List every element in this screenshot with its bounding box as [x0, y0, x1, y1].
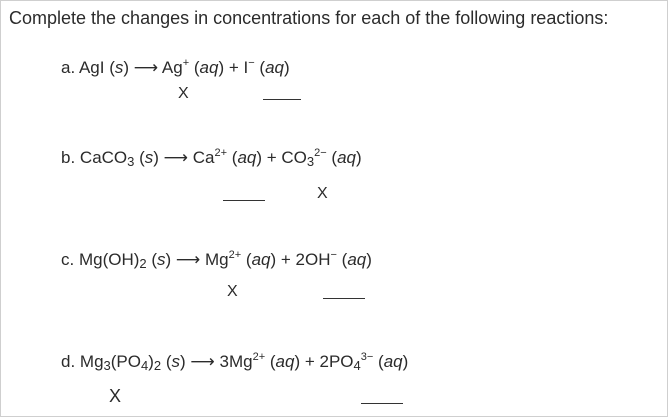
reaction-c-label: c.: [61, 250, 75, 269]
reaction-d-x-mark: X: [109, 386, 122, 406]
reaction-c-x-mark: X: [227, 283, 238, 300]
question-title: Complete the changes in concentrations for each of the following reactions:: [9, 8, 609, 28]
reaction-b: b. CaCO$_3$ (s) ⟶ $Ca^{2+}$ $(aq) + CO_3^{2-}$ (aq): [61, 147, 362, 169]
reaction-a: a. AgI (s) ⟶ Ag+ (aq) + I− (aq): [61, 57, 290, 77]
reaction-a-x-mark: X: [178, 85, 189, 102]
reaction-b-label: b.: [61, 148, 76, 167]
reaction-a-blank[interactable]: [263, 99, 301, 100]
reaction-a-label: a.: [61, 58, 76, 77]
reaction-d-label: d.: [61, 352, 76, 371]
reaction-b-x-mark: X: [317, 185, 328, 202]
reaction-c: c. $Mg(OH)_2$ (s) ⟶ $Mg^{2+}$ (aq) + 2OH− (aq): [61, 249, 372, 271]
reaction-b-blank[interactable]: [223, 200, 265, 201]
reaction-c-blank[interactable]: [323, 298, 365, 299]
reaction-d-blank[interactable]: [361, 403, 403, 404]
reaction-d: d. $Mg_3(PO_4)_2$ (s) ⟶ $3Mg^{2+}$ $(aq) + 2PO_4^{3-}$ (aq): [61, 351, 409, 373]
